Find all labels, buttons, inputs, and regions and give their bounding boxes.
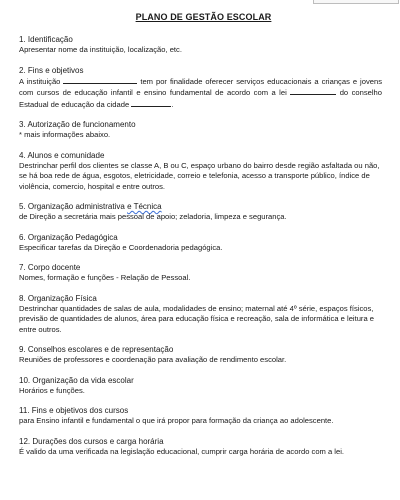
- section-fins-cursos: [19, 406, 382, 427]
- fill-in-blank[interactable]: [290, 87, 336, 95]
- section-body: de Direção a secretária mais pessoal de apoio; zeladoria, limpeza e segurança.: [19, 212, 287, 221]
- section-alunos-comunidade: [19, 151, 382, 193]
- section-corpo-docente: [19, 263, 382, 284]
- section-body: Destrinchar quantidades de salas de aula, modalidades de ensino; maternal até 4º série, espaços físicos, previsão de quantidades de alunos, área para educação física e recreação, sala de informática e leitura e entre outros.: [19, 303, 375, 334]
- section-conselhos: [19, 345, 382, 366]
- section-organizacao-fisica: [19, 294, 382, 336]
- heading-text: 5. Organização administrativa: [19, 202, 128, 211]
- section-vida-escolar: [19, 376, 382, 397]
- section-body: É valido da uma verificada na legislação educacional, cumprir carga horária de acordo com a lei.: [19, 446, 345, 456]
- section-body: Especificar tarefas da Direção e Coordenadoria pedagógica.: [19, 242, 223, 252]
- section-body: Horários e funções.: [19, 385, 85, 395]
- section-heading: [19, 202, 382, 212]
- section-heading: 2. Fins e objetivos: [19, 65, 84, 75]
- fill-in-blank[interactable]: [63, 76, 137, 84]
- section-identificacao: [19, 35, 382, 56]
- section-body: Apresentar nome da instituição, localização, etc.: [19, 45, 182, 54]
- body-text: tem por finalidade oferecer serviços educacionais a crianças e jovens com cursos de educação infantil e ensino fundamental de acordo com a lei: [19, 76, 382, 97]
- section-organizacao-pedagogica: [19, 233, 382, 254]
- body-text: .: [171, 99, 174, 109]
- section-body: Destrinchar perfil dos clientes se classe A, B ou C, espaço urbano do bairro desde região asfaltada ou não, se há boa rede de água, esgotos, eletricidade, correio e telefonia, acesso a transporte público, índice de violência, comercio, hospital e entre outros.: [19, 160, 380, 191]
- body-text: do conselho Estadual de educação da cidade: [19, 88, 382, 109]
- section-body: Nomes, formação e funções - Relação de Pessoal.: [19, 273, 191, 282]
- download-box[interactable]: [313, 0, 399, 4]
- section-heading: 10. Organização da vida escolar: [19, 375, 134, 385]
- section-heading: 3. Autorização de funcionamento: [19, 120, 136, 129]
- section-heading: 1. Identificação: [19, 35, 73, 44]
- section-heading: 4. Alunos e comunidade: [19, 150, 105, 160]
- section-body: [19, 76, 382, 111]
- document-page: [19, 8, 382, 467]
- document-title: PLANO DE GESTÃO ESCOLAR: [135, 12, 272, 22]
- section-organizacao-administrativa: [19, 202, 382, 223]
- section-heading: 11. Fins e objetivos dos cursos: [19, 406, 129, 415]
- section-heading: 6. Organização Pedagógica: [19, 232, 118, 242]
- section-body: para Ensino infantil e fundamental o que irá propor para formação da criança ao adolescente.: [19, 416, 334, 425]
- section-fins-objetivos: [19, 66, 382, 111]
- section-duracoes: [19, 437, 382, 458]
- fill-in-blank[interactable]: [131, 99, 174, 109]
- section-heading: 8. Organização Física: [19, 293, 97, 303]
- section-heading: 12. Durações dos cursos e carga horária: [19, 436, 164, 446]
- section-heading: 7. Corpo docente: [19, 263, 81, 272]
- section-heading: 9. Conselhos escolares e de representação: [19, 345, 174, 354]
- section-body: Reuniões de professores e coordenação para avaliação de rendimento escolar.: [19, 355, 287, 364]
- spellcheck-underlined-text: e Técnica: [127, 202, 162, 211]
- body-text: A instituição: [19, 76, 64, 86]
- section-body: * mais informações abaixo.: [19, 130, 111, 139]
- section-autorizacao: [19, 120, 382, 141]
